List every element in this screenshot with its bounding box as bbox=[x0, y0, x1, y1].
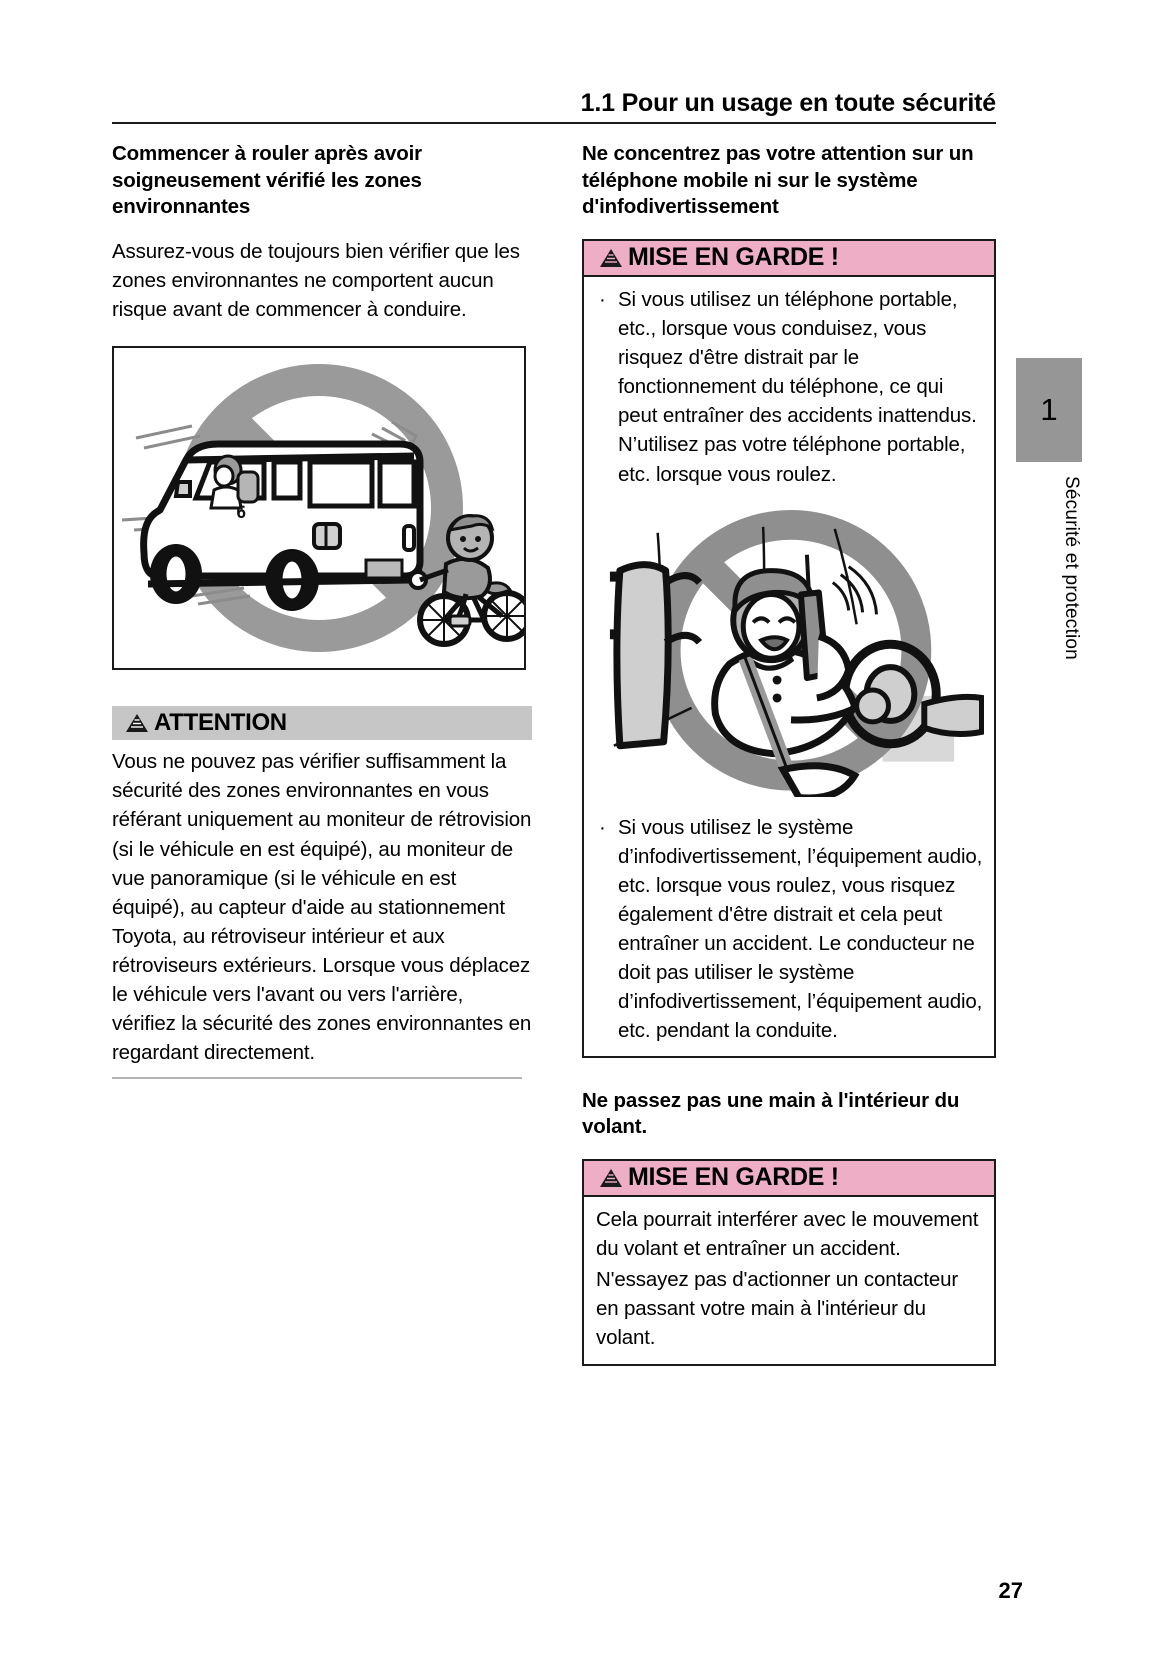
attention-body-text: Vous ne pouvez pas vérifier suffisamment la sécurité des zones environnantes en vous référant uniquement au moniteur de rétrovision (si le véhicule en est équipé), au moniteur de vue panoramique (si le véhicule en est équipé), au capteur d'aide au stationnement Toyota, au rétroviseur intérieur et aux rétroviseurs extérieurs. Lorsque vous déplacez le véhicule vers l'avant ou vers l'arrière, vérifiez la sécurité des zones environnantes en regardant directement. bbox=[112, 750, 532, 1065]
warning-label-2: MISE EN GARDE ! bbox=[628, 1163, 839, 1192]
page-title: 1.1 Pour un usage en toute sécurité bbox=[580, 89, 996, 117]
bullet-glyph: · bbox=[599, 287, 606, 311]
attention-callout bbox=[112, 706, 532, 1067]
illustration-van-bicycle bbox=[112, 346, 526, 670]
warning-header-bar-2 bbox=[584, 1161, 994, 1197]
chapter-side-tab bbox=[1016, 358, 1082, 660]
chapter-number-chip: 1 bbox=[1016, 358, 1082, 462]
attention-label: ATTENTION bbox=[154, 709, 287, 737]
warning-bullet-item bbox=[596, 813, 984, 1046]
warning-body-1 bbox=[584, 277, 994, 1056]
left-section-heading: Commencer à rouler après avoir soigneusement vérifié les zones environnantes bbox=[112, 142, 422, 219]
warning-body-2 bbox=[584, 1197, 994, 1365]
driver-phone-drawing bbox=[596, 499, 984, 797]
warning-label-1: MISE EN GARDE ! bbox=[628, 243, 839, 272]
warning-paragraph-1: Cela pourrait interférer avec le mouvement du volant et entraîner un accident. bbox=[596, 1207, 979, 1260]
warning-triangle-icon bbox=[598, 247, 624, 269]
warning-bullet-text: Si vous utilisez le système d’infodivertissement, l’équipement audio, etc. lorsque vous roulez, vous risquez également d'être distrait et cela peut entraîner un accident. Le conducteur ne doit pas utiliser le système d’infodivertissement, l’équipement audio, etc. pendant la conduite. bbox=[618, 815, 983, 1043]
left-column-bottom-divider bbox=[112, 1077, 522, 1079]
warning-bullet-text: Si vous utilisez un téléphone portable, etc., lorsque vous conduisez, vous risquez d'être distrait par le fonctionnement du téléphone, ce qui peut entraîner des accidents inattendus. N’utilisez pas votre téléphone portable, etc. lorsque vous roulez. bbox=[618, 287, 977, 486]
right-section-heading-1: Ne concentrez pas votre attention sur un téléphone mobile ni sur le système d'infodivertissement bbox=[582, 142, 974, 219]
attention-header-bar bbox=[112, 706, 532, 740]
bullet-glyph: · bbox=[599, 815, 606, 839]
warning-box-steering bbox=[582, 1159, 996, 1367]
warning-bullet-item bbox=[596, 285, 984, 489]
illustration-driver-phone bbox=[596, 499, 984, 799]
page-header bbox=[112, 88, 996, 118]
warning-triangle-icon bbox=[598, 1167, 624, 1189]
right-section-heading-2: Ne passez pas une main à l'intérieur du volant. bbox=[582, 1088, 960, 1139]
warning-header-bar-1 bbox=[584, 241, 994, 277]
van-bicycle-drawing bbox=[114, 348, 524, 668]
chapter-label-vertical: Sécurité et protection bbox=[1061, 476, 1082, 660]
warning-triangle-icon bbox=[124, 712, 150, 734]
warning-box-phone bbox=[582, 239, 996, 1058]
left-column bbox=[112, 141, 532, 1079]
left-intro-paragraph: Assurez-vous de toujours bien vérifier que les zones environnantes ne comportent aucun risque avant de commencer à conduire. bbox=[112, 239, 520, 322]
warning-paragraph-2: N'essayez pas d'actionner un contacteur en passant votre main à l'intérieur du volant. bbox=[596, 1268, 959, 1350]
warning-bullet-list-1 bbox=[596, 285, 984, 489]
header-divider bbox=[112, 122, 996, 124]
svg-text:6: 6 bbox=[236, 503, 247, 524]
right-column bbox=[582, 141, 996, 1366]
warning-bullet-list-2 bbox=[596, 813, 984, 1046]
page-number: 27 bbox=[998, 1578, 1023, 1603]
